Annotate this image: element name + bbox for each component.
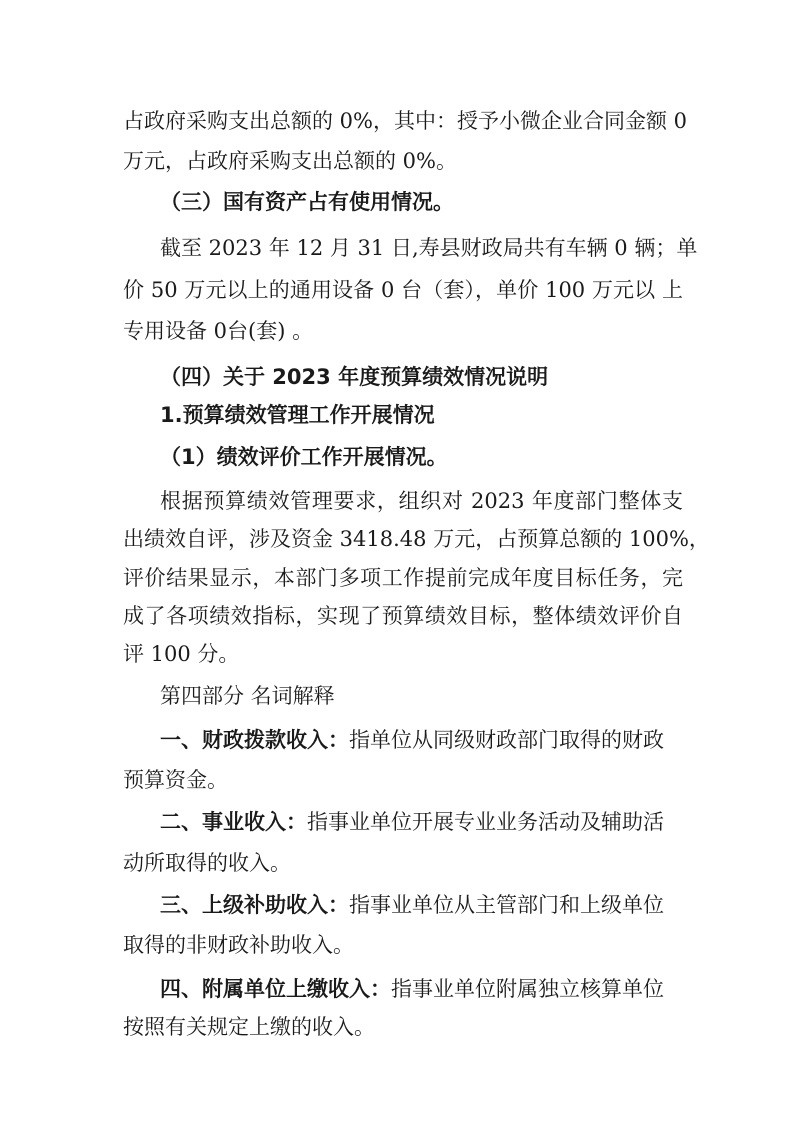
evaluation-paragraph-line-4: 成了各项绩效指标，实现了预算绩效目标，整体绩效评价自 bbox=[123, 604, 683, 628]
term-2-definition-cont: 动所取得的收入。 bbox=[123, 851, 291, 875]
subsection-heading-evaluation: （1）绩效评价工作开展情况。 bbox=[160, 445, 448, 469]
term-1-definition-cont: 预算资金。 bbox=[123, 768, 228, 792]
term-4 bbox=[160, 974, 664, 1004]
term-3-definition: 指事业单位从主管部门和上级单位 bbox=[349, 893, 664, 917]
assets-paragraph-line-3: 专用设备 0台(套) 。 bbox=[123, 319, 314, 343]
evaluation-paragraph-line-1: 根据预算绩效管理要求，组织对 2023 年度部门整体支 bbox=[160, 489, 683, 513]
term-3-name: 三、上级补助收入： bbox=[160, 893, 349, 917]
term-2-name: 二、事业收入： bbox=[160, 810, 307, 834]
assets-paragraph-line-2: 价 50 万元以上的通用设备 0 台（套），单价 100 万元以 上 bbox=[123, 278, 683, 302]
section-heading-performance: （四）关于 2023 年度预算绩效情况说明 bbox=[160, 365, 549, 389]
evaluation-paragraph-line-2: 出绩效自评，涉及资金 3418.48 万元，占预算总额的 100%， bbox=[123, 527, 710, 551]
term-3-definition-cont: 取得的非财政补助收入。 bbox=[123, 933, 354, 957]
term-1-definition: 指单位从同级财政部门取得的财政 bbox=[349, 728, 664, 752]
term-4-name: 四、附属单位上缴收入： bbox=[160, 977, 391, 1001]
section-heading-state-assets: （三）国有资产占有使用情况。 bbox=[160, 190, 454, 214]
term-1 bbox=[160, 725, 664, 755]
term-4-definition: 指事业单位附属独立核算单位 bbox=[391, 977, 664, 1001]
evaluation-paragraph-line-5: 评 100 分。 bbox=[123, 642, 240, 666]
term-4-definition-cont: 按照有关规定上缴的收入。 bbox=[123, 1015, 375, 1039]
assets-paragraph-line-1: 截至 2023 年 12 月 31 日,寿县财政局共有车辆 0 辆；单 bbox=[160, 236, 698, 260]
part-four-title: 第四部分 名词解释 bbox=[160, 684, 335, 708]
term-1-name: 一、财政拨款收入： bbox=[160, 728, 349, 752]
procurement-paragraph-line-2: 万元，占政府采购支出总额的 0%。 bbox=[123, 149, 457, 173]
procurement-paragraph-line-1: 占政府采购支出总额的 0%，其中：授予小微企业合同金额 0 bbox=[123, 109, 688, 133]
evaluation-paragraph-line-3: 评价结果显示，本部门多项工作提前完成年度目标任务，完 bbox=[123, 566, 683, 590]
subsection-heading-management: 1.预算绩效管理工作开展情况 bbox=[160, 403, 435, 427]
term-2-definition: 指事业单位开展专业业务活动及辅助活 bbox=[307, 810, 664, 834]
term-2 bbox=[160, 807, 664, 837]
term-3 bbox=[160, 890, 664, 920]
